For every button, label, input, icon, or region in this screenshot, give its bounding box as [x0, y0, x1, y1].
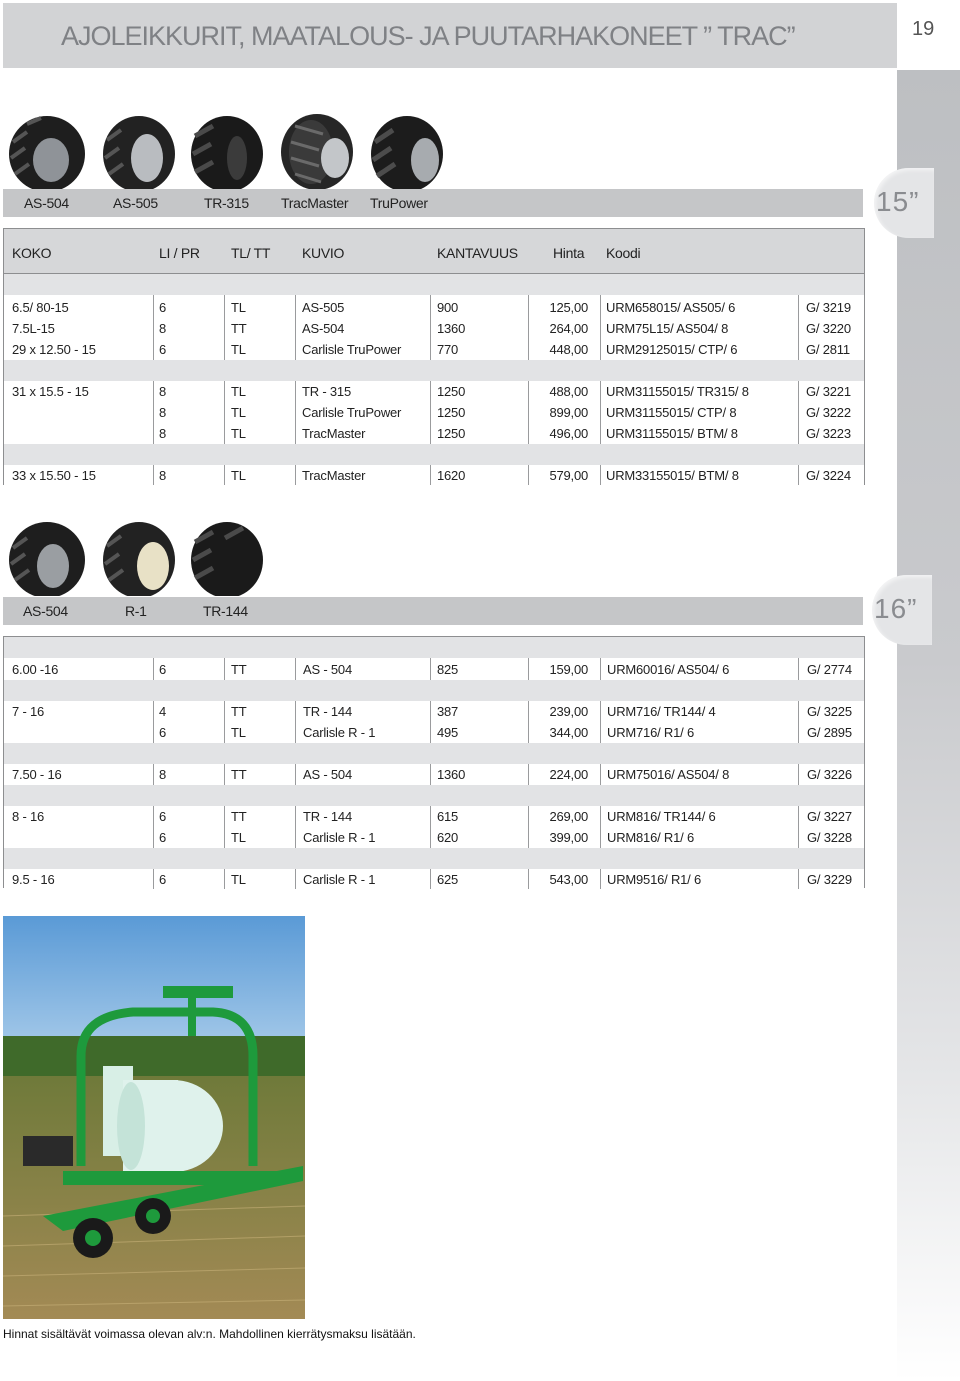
- pattern-label: TR-144: [203, 603, 248, 619]
- tire-image-as504: [5, 518, 89, 596]
- bale-wrapper-photo: [3, 916, 305, 1319]
- tire-image-trupower: [367, 112, 451, 190]
- page-title: AJOLEIKKURIT, MAATALOUS- JA PUUTARHAKONEET ” TRAC”: [61, 21, 795, 51]
- table-row: 7.5L-15 8 TT AS-504 1360 264,00 URM75L15/ AS504/ 8 G/ 3220: [12, 321, 851, 336]
- table-row: 6.00 -16 6 TT AS - 504 825 159,00 URM60016/ AS504/ 6 G/ 2774: [12, 662, 852, 677]
- table-row: 8 TL Carlisle TruPower 1250 899,00 URM31155015/ CTP/ 8 G/ 3222: [159, 405, 851, 420]
- pattern-label: TruPower: [370, 195, 428, 211]
- table-row: 33 x 15.50 - 15 8 TL TracMaster 1620 579,00 URM33155015/ BTM/ 8 G/ 3224: [12, 468, 851, 483]
- pattern-bar-16: [3, 597, 863, 625]
- size-badge-label: 16”: [874, 593, 918, 624]
- pattern-label: TR-315: [204, 195, 249, 211]
- table-row: 6.5/ 80-15 6 TL AS-505 900 125,00 URM658015/ AS505/ 6 G/ 3219: [12, 300, 851, 315]
- tire-image-as504: [5, 112, 89, 190]
- tire-image-tracmaster: [277, 112, 361, 190]
- table-row: 7.50 - 16 8 TT AS - 504 1360 224,00 URM75016/ AS504/ 8 G/ 3226: [12, 767, 852, 782]
- table-row: 29 x 12.50 - 15 6 TL Carlisle TruPower 770 448,00 URM29125015/ CTP/ 6 G/ 2811: [12, 342, 850, 357]
- pattern-label: AS-505: [113, 195, 158, 211]
- tire-image-as505: [97, 112, 181, 190]
- table-row: 7 - 16 4 TT TR - 144 387 239,00 URM716/ TR144/ 4 G/ 3225: [12, 704, 852, 719]
- pattern-label: AS-504: [24, 195, 69, 211]
- header-band: [3, 3, 897, 68]
- size-badge-15: [874, 168, 934, 238]
- tire-images-16: [5, 518, 275, 598]
- page-number: 19: [912, 18, 935, 40]
- size-badge-label: 15”: [876, 186, 920, 217]
- table-15: [3, 274, 865, 485]
- col-li-pr: LI / PR: [159, 245, 200, 261]
- tire-image-r1: [97, 518, 181, 596]
- right-gradient-strip: [897, 70, 960, 1381]
- table-16: [3, 636, 865, 888]
- table-column-header: [3, 228, 865, 274]
- table-row: 9.5 - 16 6 TL Carlisle R - 1 625 543,00 URM9516/ R1/ 6 G/ 3229: [12, 872, 852, 887]
- table-row: 8 TL TracMaster 1250 496,00 URM31155015/ BTM/ 8 G/ 3223: [159, 426, 851, 441]
- col-koodi: Koodi: [606, 245, 641, 261]
- col-tl-tt: TL/ TT: [231, 245, 271, 261]
- col-hinta: Hinta: [553, 245, 585, 261]
- col-kantavuus: KANTAVUUS: [437, 245, 518, 261]
- size-badge-16: [872, 575, 932, 645]
- pattern-bar-15: [3, 189, 863, 217]
- col-koko: KOKO: [12, 245, 52, 261]
- tire-images-15: [5, 112, 445, 192]
- table-row: 6 TL Carlisle R - 1 495 344,00 URM716/ R1/ 6 G/ 2895: [159, 725, 852, 740]
- table-row: 31 x 15.5 - 15 8 TL TR - 315 1250 488,00 URM31155015/ TR315/ 8 G/ 3221: [12, 384, 851, 399]
- tire-image-tr144: [185, 518, 269, 596]
- pattern-label: AS-504: [23, 603, 68, 619]
- table-row: 8 - 16 6 TT TR - 144 615 269,00 URM816/ TR144/ 6 G/ 3227: [12, 809, 852, 824]
- pattern-label: TracMaster: [281, 195, 349, 211]
- table-row: 6 TL Carlisle R - 1 620 399,00 URM816/ R1/ 6 G/ 3228: [159, 830, 852, 845]
- col-kuvio: KUVIO: [302, 245, 345, 261]
- pattern-label: R-1: [125, 603, 147, 619]
- footer-note: Hinnat sisältävät voimassa olevan alv:n. Mahdollinen kierrätysmaksu lisätään.: [3, 1327, 416, 1341]
- tire-image-tr315: [185, 112, 269, 190]
